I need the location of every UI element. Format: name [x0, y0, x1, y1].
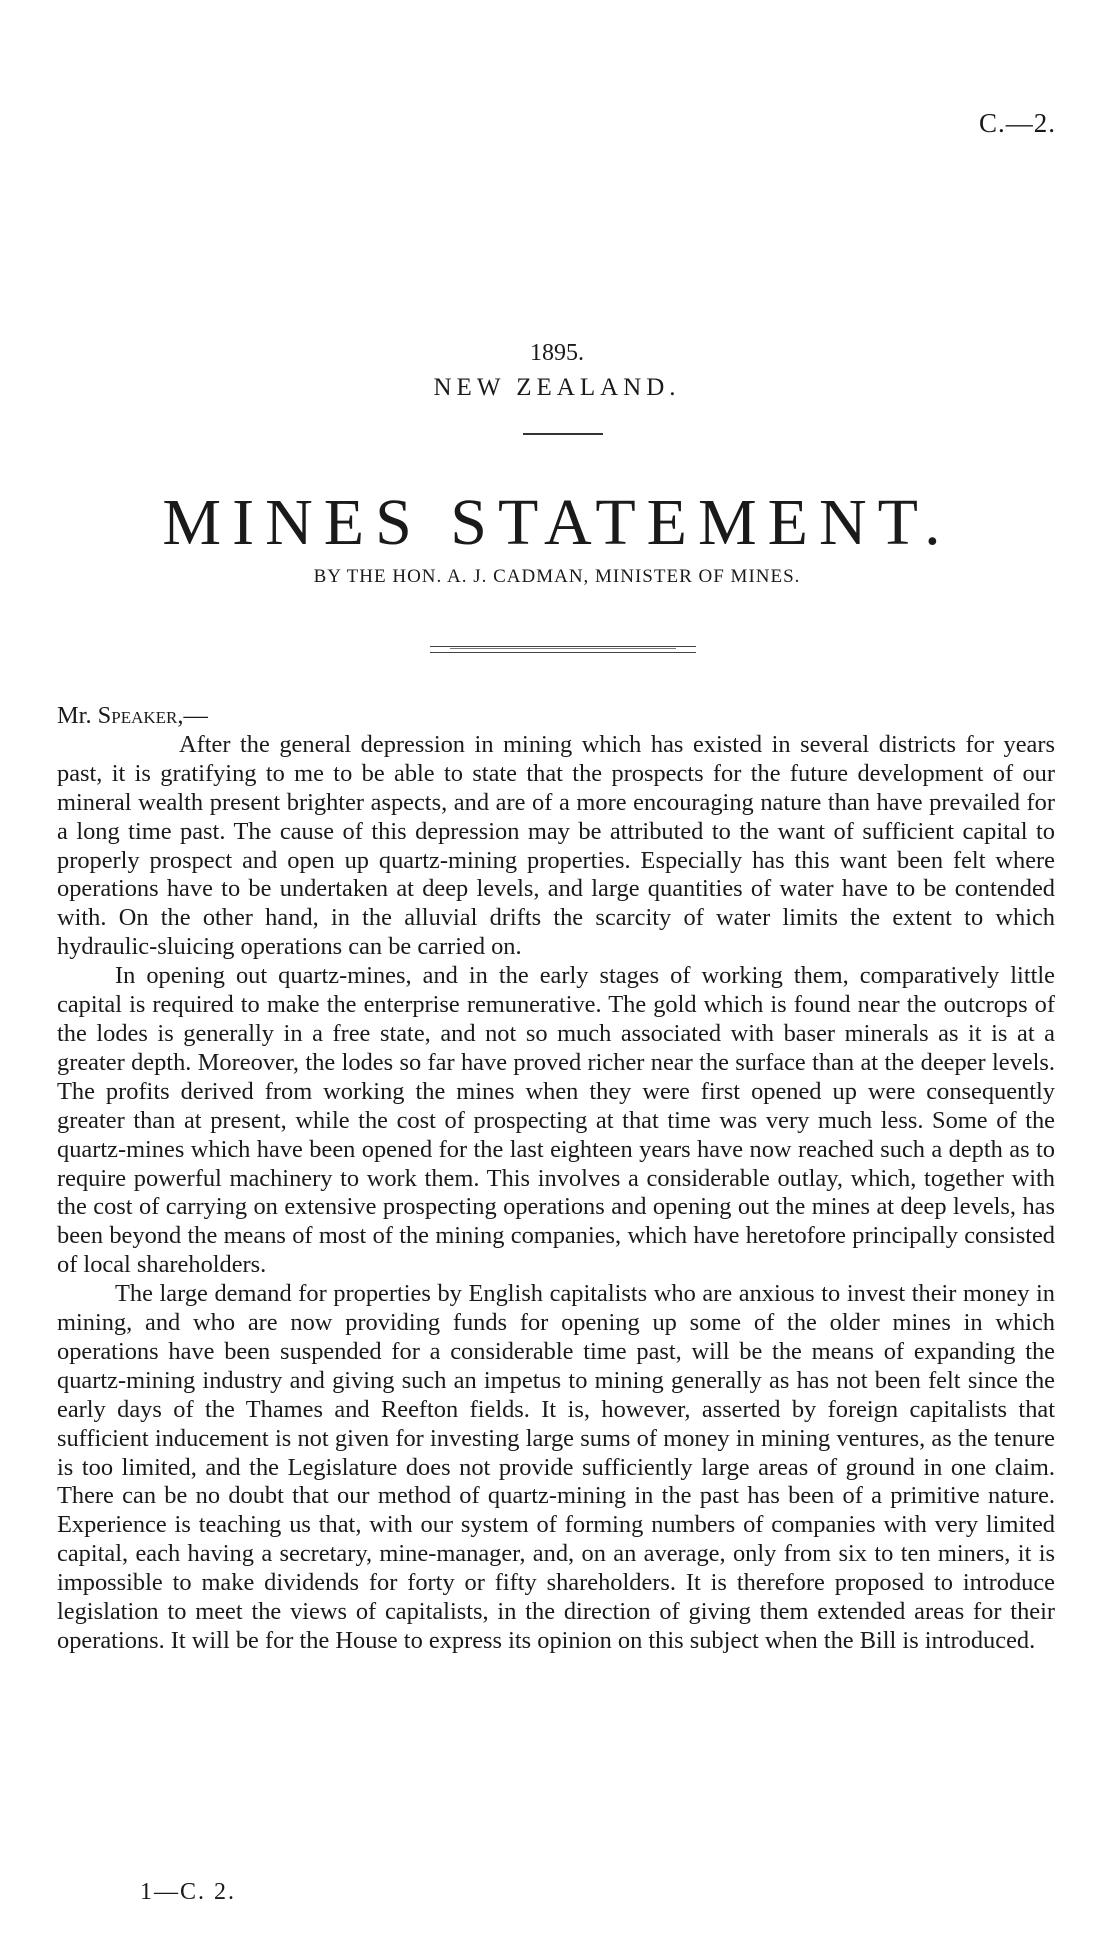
paragraph-1: After the general depression in mining which has existed in several districts for years past, it is gratifying to me to be able to state that the prospects for the future development of our mineral wealth present brighter aspects, and are of a more encouraging nature than have prevailed for a long time past. The cause of this depression may be attributed to the want of sufficient capital to properly prospect and open up quartz-mining properties. Especially has this want been felt where operations have to be undertaken at deep levels, and large quantities of water have to be contended with. On the other hand, in the alluvial drifts the scarcity of water limits the extent to which hydraulic-sluicing operations can be carried on. [57, 730, 1055, 961]
paragraph-2: In opening out quartz-mines, and in the early stages of working them, comparatively little capital is required to make the enterprise remunerative. The gold which is found near the outcrops of the lodes is generally in a free state, and not so much associated with baser minerals as it is at a greater depth. Moreover, the lodes so far have proved richer near the surface than at the deeper levels. The profits derived from working the mines when they were first opened up were consequently greater than at present, while the cost of prospecting at that time was very much less. Some of the quartz-mines which have been opened for the last eighteen years have now reached such a depth as to require powerful machinery to work them. This involves a considerable outlay, which, together with the cost of carrying on extensive prospecting operations and opening out the mines at deep levels, has been beyond the means of most of the mining companies, which have heretofore principally consisted of local shareholders. [57, 962, 1055, 1279]
salutation [57, 702, 1055, 731]
short-rule-divider [523, 433, 603, 435]
double-rule-divider [430, 646, 696, 653]
salutation-prefix: Mr. [57, 702, 98, 729]
body-text [57, 702, 1055, 1656]
paragraph-3: The large demand for properties by English capitalists who are anxious to invest their money in mining, and who are now providing funds for opening up some of the older mines in which operations have been suspended for a considerable time past, will be the means of expanding the quartz-mining industry and giving such an impetus to mining generally as has not been felt since the early days of the Thames and Reefton fields. It is, however, asserted by foreign capitalists that sufficient inducement is not given for investing large sums of money in mining ventures, as the tenure is too limited, and the Legislature does not provide sufficiently large areas of ground in one claim. There can be no doubt that our method of quartz-mining in the past has been of a primitive nature. Experience is teaching us that, with our system of forming numbers of companies with very limited capital, each having a secretary, mine-manager, and, on an average, only from six to ten miners, it is impossible to make dividends for forty or fifty shareholders. It is therefore proposed to introduce legislation to meet the views of capitalists, in the direction of giving them extended areas for their operations. It will be for the House to express its opinion on this subject when the Bill is introduced. [57, 1280, 1055, 1654]
byline: BY THE HON. A. J. CADMAN, MINISTER OF MINES. [313, 566, 801, 587]
year: 1895. [530, 340, 584, 366]
salutation-suffix: ,— [177, 702, 208, 729]
document-title: MINES STATEMENT. [162, 486, 952, 559]
country-heading: NEW ZEALAND. [433, 374, 681, 401]
page-folio: 1—C. 2. [140, 1879, 237, 1905]
salutation-name: Speaker [97, 702, 178, 729]
page-reference: C.—2. [978, 108, 1056, 138]
